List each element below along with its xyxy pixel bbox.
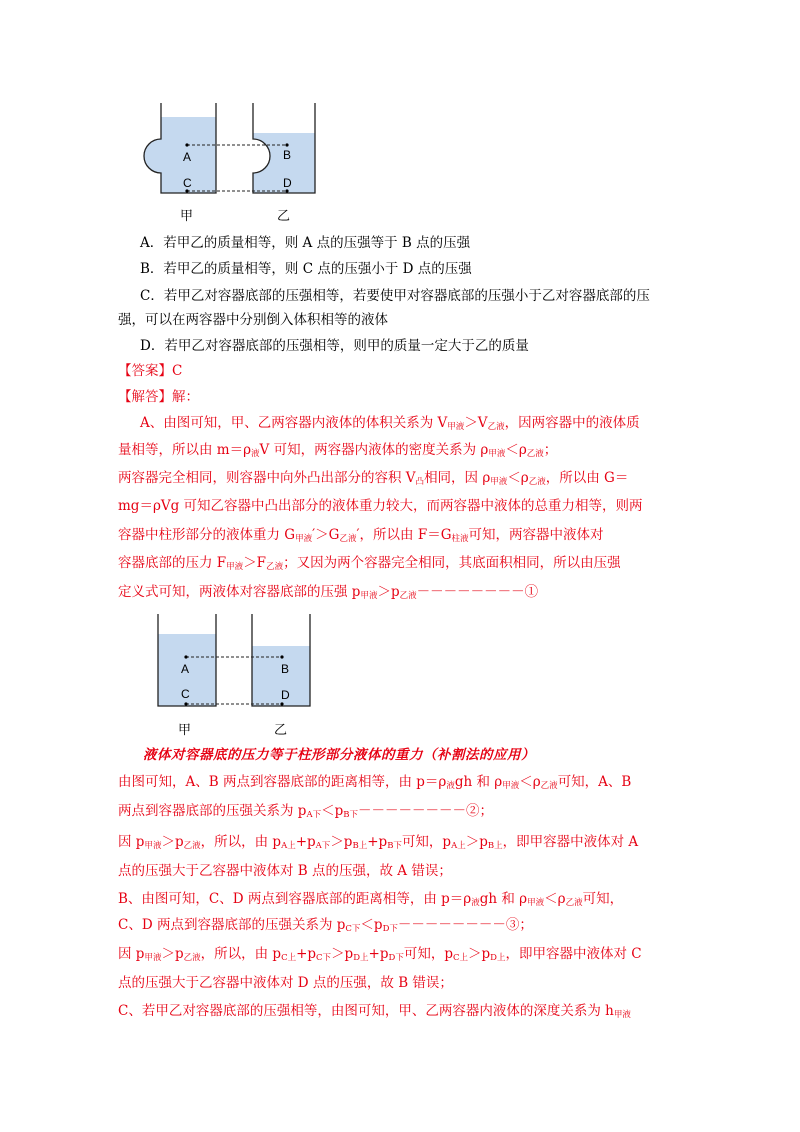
- point-a2-dot: [184, 655, 187, 658]
- para6-line2: 点的压强大于乙容器中液体对 D 点的压强，故 B 错误；: [118, 975, 453, 991]
- para2-line2: mg＝ρVg 可知乙容器中凸出部分的液体重力较大，而两容器中液体的总重力相等，则两: [118, 498, 643, 514]
- point-b-dot: [285, 143, 288, 146]
- point-d-label: D: [283, 176, 292, 190]
- para3-line1: 由图可知，A、B 两点到容器底部的距离相等，由 $p=\rho_液gh$ 和 $\rho_{甲液}<\rho_{乙液}$可知，A、B: [118, 774, 632, 791]
- point-d2-dot: [280, 702, 283, 705]
- answer-label: 【答案】: [118, 363, 172, 379]
- handwritten-note: 液体对容器底的压力等于柱形部分液体的重力（补割法的应用）: [143, 747, 535, 763]
- para4-line1: 因 $p_{甲液}>p_{乙液}$，所以，由 $p_{A上}+p_{A下}>p_{B上}+p_{B下}$可知，$p_{A上}>p_{B上}$，即甲容器中液体对 A: [118, 834, 639, 851]
- para2-line3: 容器中柱形部分的液体重力 $G_{甲液}'>G_{乙液}'$，所以由 $F=G_{柱液}$可知，两容器中液体对: [118, 527, 604, 544]
- para2-line5: 定义式可知，两液体对容器底部的压强 $p_{甲液}>p_{乙液}--------①$: [118, 584, 539, 601]
- point-a-label: A: [183, 150, 192, 164]
- point-a2-label: A: [181, 662, 190, 676]
- point-c2-label: C: [181, 687, 190, 701]
- option-c-line1: C．若甲乙对容器底部的压强相等，若要使甲对容器底部的压强小于乙对容器底部的压: [140, 288, 650, 304]
- para5-line1: B、由图可知，C、D 两点到容器底部的距离相等，由 $p=\rho_液gh$ 和 $\rho_{甲液}<\rho_{乙液}$可知，: [118, 891, 624, 908]
- answer-line: [118, 361, 698, 381]
- point-c2-dot: [184, 702, 187, 705]
- point-d2-label: D: [281, 688, 290, 702]
- para4-line2: 点的压强大于乙容器中液体对 B 点的压强，故 A 错误；: [118, 863, 452, 879]
- option-c-line2: 强，可以在两容器中分别倒入体积相等的液体: [118, 312, 388, 328]
- para2-line1: 两容器完全相同，则容器中向外凸出部分的容积 $V_凸$相同，因 $\rho_{甲液}<\rho_{乙液}$，所以由 G＝: [118, 470, 629, 487]
- option-a: A．若甲乙的质量相等，则 A 点的压强等于 B 点的压强: [140, 235, 471, 251]
- label-yi-2: 乙: [274, 723, 288, 738]
- label-yi: 乙: [277, 209, 291, 224]
- para1-line2: 量相等，所以由 $m=\rho_液V$ 可知，两容器内液体的密度关系为 $\rho_{甲液}<\rho_{乙液}$；: [118, 442, 558, 459]
- point-a-dot: [185, 143, 188, 146]
- figure-containers-1: [135, 95, 325, 225]
- container-jia-liquid: [144, 117, 216, 193]
- para3-line2: 两点到容器底部的压强关系为 $p_{A下}<p_{B下}--------②$；: [118, 803, 493, 820]
- point-b-label: B: [283, 148, 292, 162]
- label-jia: 甲: [180, 209, 194, 224]
- para7-line1: C、若甲乙对容器底部的压强相等，由图可知，甲、乙两容器内液体的深度关系为 $h_{甲液}$: [118, 1003, 631, 1020]
- point-b2-label: B: [281, 662, 290, 676]
- figure-containers-2: [150, 612, 325, 742]
- para1-line1: A、由图可知，甲、乙两容器内液体的体积关系为 $V_{甲液}>V_{乙液}$，因两容器中的液体质: [140, 415, 640, 432]
- option-d: D．若甲乙对容器底部的压强相等，则甲的质量一定大于乙的质量: [140, 338, 529, 354]
- point-c-label: C: [183, 176, 192, 190]
- para2-line4: 容器底部的压力 $F_{甲液}>F_{乙液}$；又因为两个容器完全相同，其底面积相同，所以由压强: [118, 555, 621, 572]
- label-jia-2: 甲: [178, 723, 192, 738]
- answer-value: C: [172, 363, 183, 379]
- para6-line1: 因 $p_{甲液}>p_{乙液}$，所以，由 $p_{C上}+p_{C下}>p_{D上}+p_{D下}$可知，$p_{C上}>p_{D上}$，即甲容器中液体对 C: [118, 946, 642, 963]
- option-b: B．若甲乙的质量相等，则 C 点的压强小于 D 点的压强: [140, 261, 472, 277]
- explain-label: 【解答】解：: [118, 389, 199, 405]
- para5-line2: C、D 两点到容器底部的压强关系为 $p_{C下}<p_{D下}--------③$；: [118, 917, 533, 934]
- point-b2-dot: [280, 655, 283, 658]
